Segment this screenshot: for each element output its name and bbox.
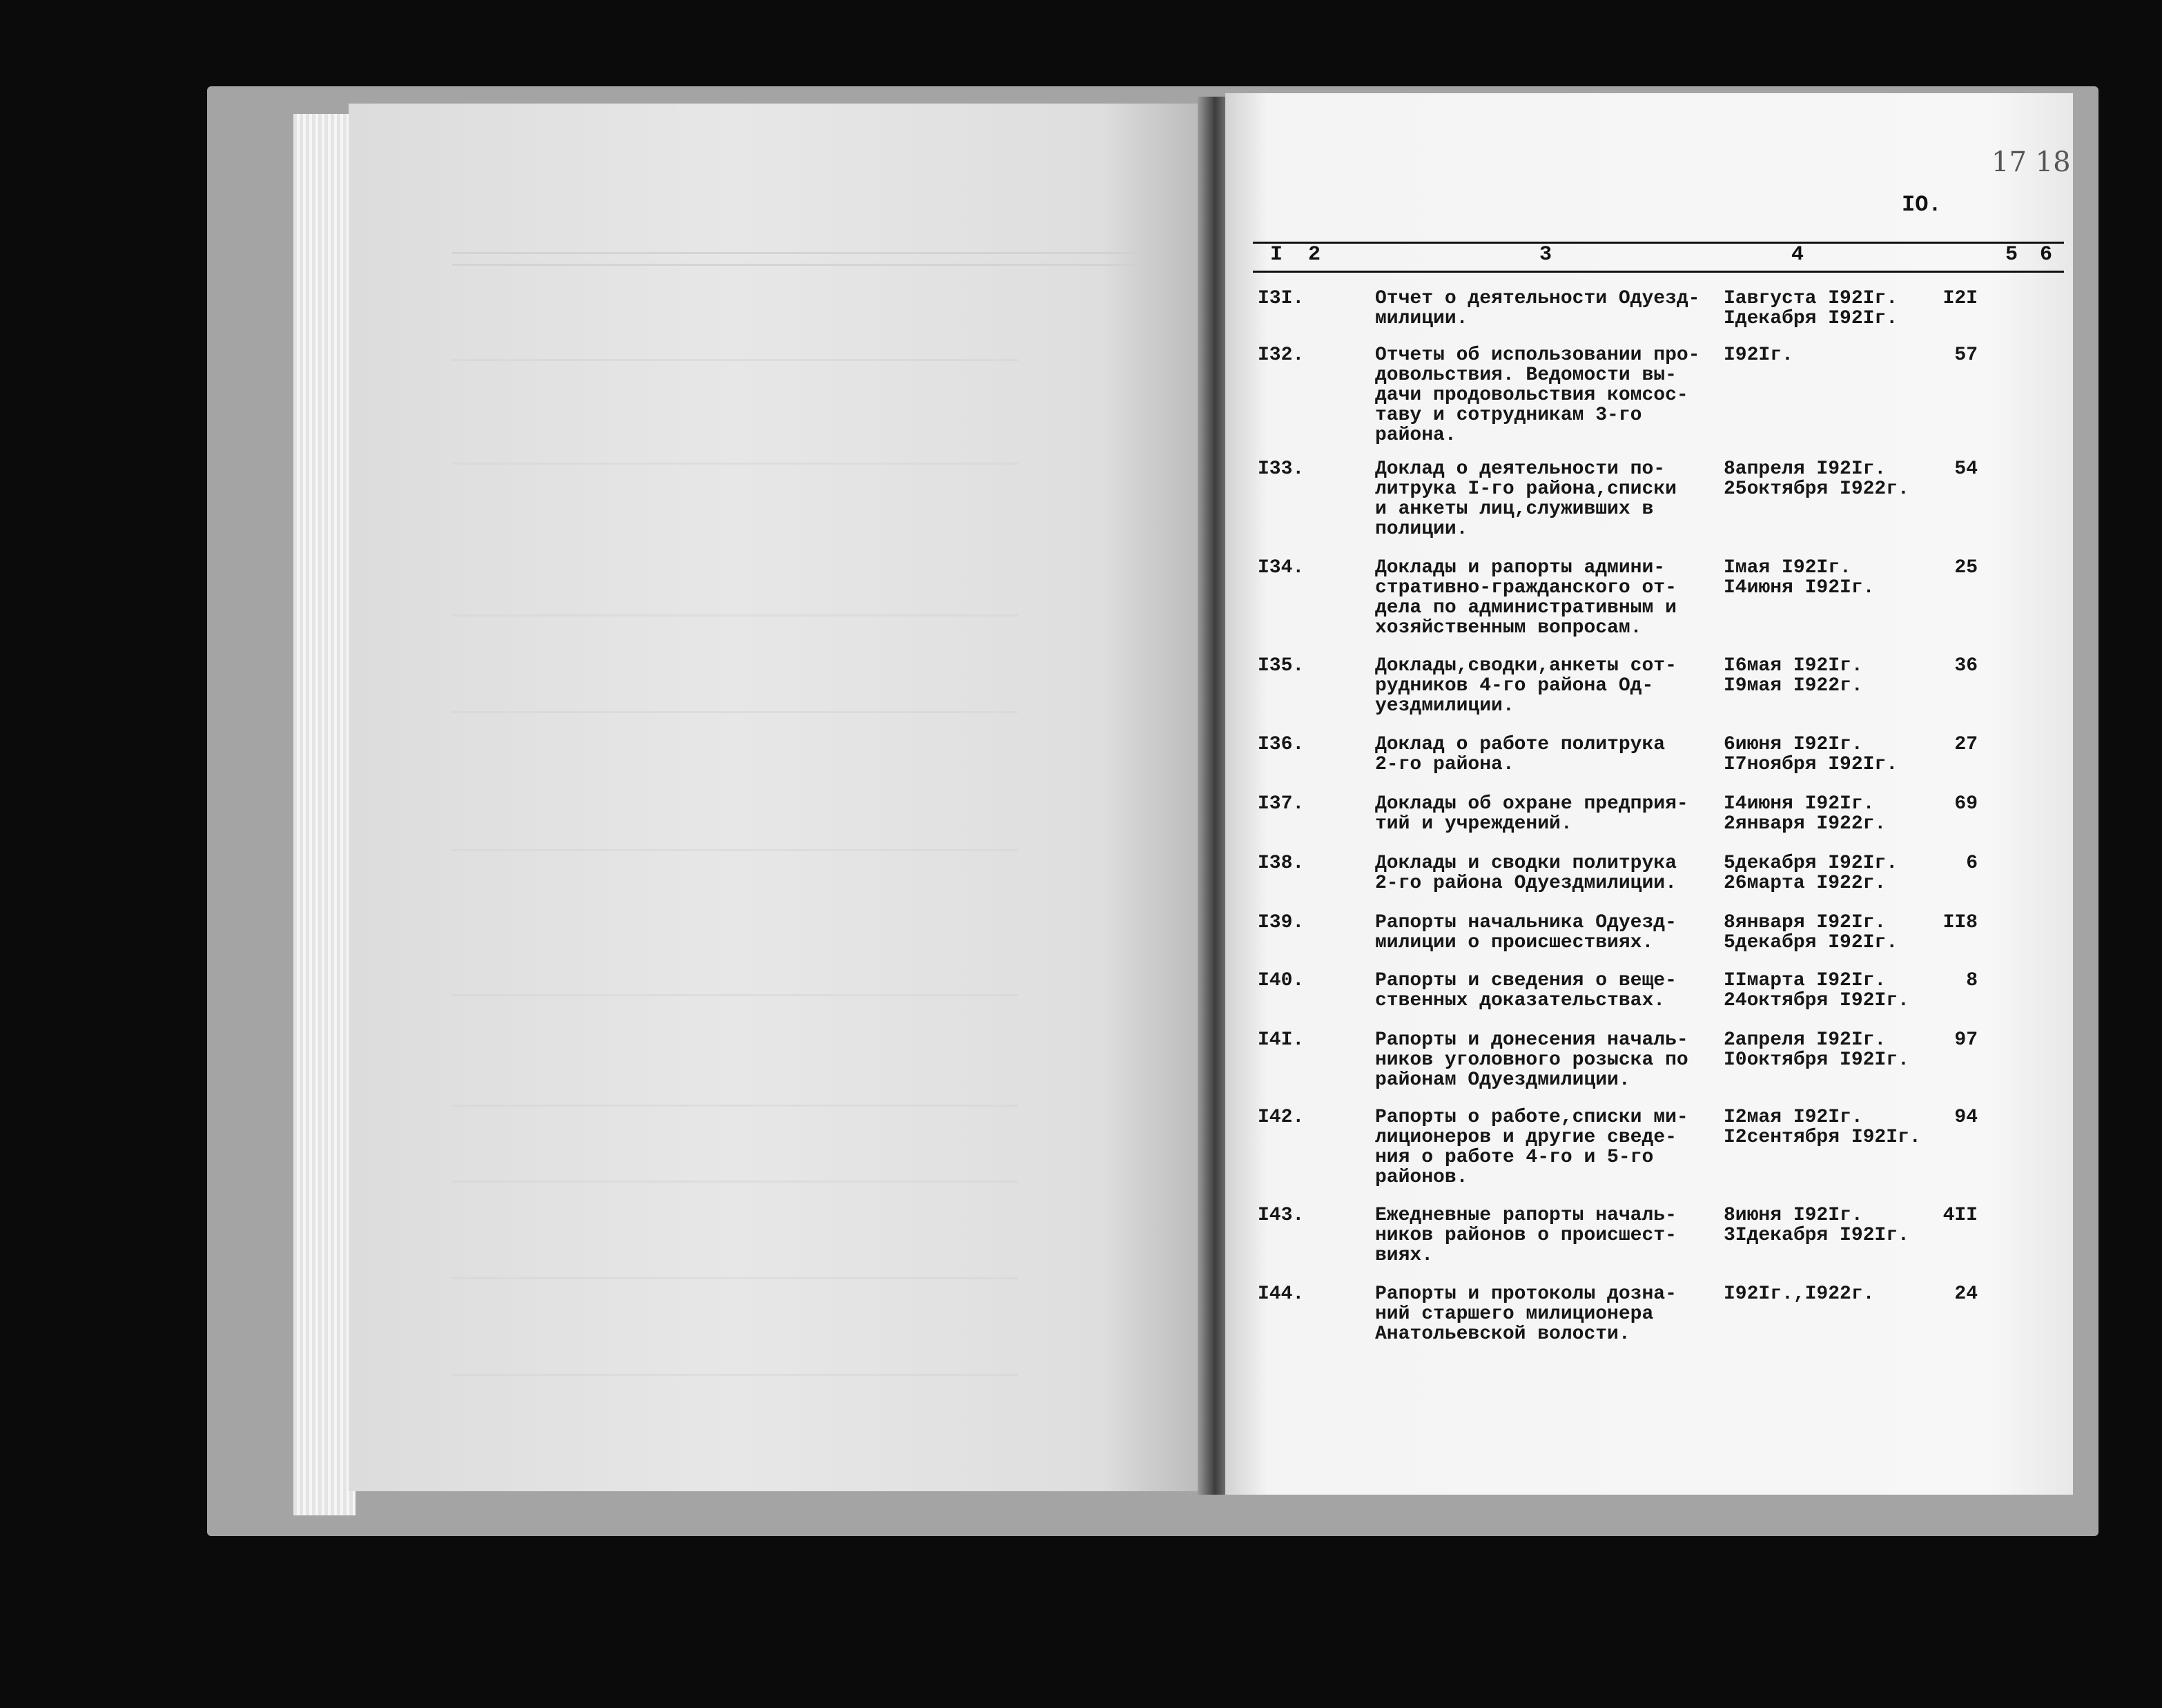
page-edges <box>293 114 356 1515</box>
item-number: I32. <box>1258 344 1305 366</box>
item-sheet-count: 4II <box>1942 1205 1978 1226</box>
show-through-line <box>452 463 1018 465</box>
item-number: I33. <box>1258 458 1305 480</box>
item-title: Доклады и сводки политрука 2-го района Одуездмилиции. <box>1375 853 1677 894</box>
item-number: I4I. <box>1258 1029 1305 1051</box>
column-2-label: 2 <box>1308 243 1321 266</box>
show-through-line <box>452 264 1142 266</box>
item-sheet-count: 36 <box>1954 655 1978 677</box>
column-header <box>1253 243 2064 269</box>
item-number: I37. <box>1258 793 1305 815</box>
item-number: I3I. <box>1258 288 1305 309</box>
item-dates: Iавгуста I92Iг. Iдекабря I92Iг. <box>1724 288 1898 329</box>
item-dates: I92Iг.,I922г. <box>1724 1283 1875 1305</box>
item-number: I34. <box>1258 557 1305 579</box>
item-sheet-count: 25 <box>1954 557 1978 579</box>
item-sheet-count: I2I <box>1942 288 1978 309</box>
pencil-folio: 17 18 <box>1991 146 2071 178</box>
column-3-label: 3 <box>1539 243 1552 266</box>
show-through-line <box>452 1374 1018 1376</box>
item-title: Рапорты начальника Одуезд- милиции о происшествиях. <box>1375 912 1677 953</box>
item-dates: 6июня I92Iг. I7ноября I92Iг. <box>1724 734 1898 775</box>
item-dates: IIмарта I92Iг. 24октября I92Iг. <box>1724 970 1909 1011</box>
item-sheet-count: 54 <box>1954 458 1978 480</box>
show-through-line <box>452 1277 1018 1279</box>
item-title: Доклады и рапорты админи- стративно-гражданского от- дела по административным и хозяйственным вопросам. <box>1375 557 1677 639</box>
show-through-line <box>452 849 1018 851</box>
item-sheet-count: 57 <box>1954 344 1978 366</box>
item-number: I42. <box>1258 1107 1305 1128</box>
item-number: I35. <box>1258 655 1305 677</box>
show-through-line <box>452 1105 1018 1107</box>
item-title: Доклады об охране предприя- тий и учреждений. <box>1375 793 1688 835</box>
item-title: Ежедневные рапорты началь- ников районов о происшест- виях. <box>1375 1205 1677 1266</box>
item-title: Рапорты и сведения о веще- ственных доказательствах. <box>1375 970 1677 1011</box>
item-dates: I6мая I92Iг. I9мая I922г. <box>1724 655 1863 697</box>
item-title: Доклад о работе политрука 2-го района. <box>1375 734 1666 775</box>
item-sheet-count: II8 <box>1942 912 1978 933</box>
show-through-line <box>452 359 1018 361</box>
column-1-label: I <box>1270 243 1283 266</box>
left-page <box>349 104 1205 1491</box>
show-through-line <box>452 1181 1018 1183</box>
item-sheet-count: 97 <box>1954 1029 1978 1051</box>
item-title: Доклад о деятельности по- литрука I-го района,списки и анкеты лиц,служивших в полиции. <box>1375 458 1677 540</box>
item-dates: 8июня I92Iг. 3Iдекабря I92Iг. <box>1724 1205 1909 1246</box>
show-through-line <box>452 994 1018 996</box>
item-sheet-count: 94 <box>1954 1107 1978 1128</box>
item-title: Рапорты и протоколы дозна- ний старшего милиционера Анатольевской волости. <box>1375 1283 1677 1345</box>
item-title: Отчеты об использовании про- довольствия. Ведомости вы- дачи продовольствия комсос- таву и сотрудникам 3-го района. <box>1375 344 1700 446</box>
item-dates: Iмая I92Iг. I4июня I92Iг. <box>1724 557 1875 599</box>
item-title: Отчет о деятельности Одуезд- милиции. <box>1375 288 1700 329</box>
item-sheet-count: 69 <box>1954 793 1978 815</box>
item-dates: 2апреля I92Iг. I0октября I92Iг. <box>1724 1029 1909 1071</box>
item-dates: 5декабря I92Iг. 26марта I922г. <box>1724 853 1898 894</box>
show-through-line <box>452 711 1018 713</box>
item-dates: 8апреля I92Iг. 25октября I922г. <box>1724 458 1909 500</box>
column-6-label: 6 <box>2040 243 2053 266</box>
item-sheet-count: 24 <box>1954 1283 1978 1305</box>
item-sheet-count: 6 <box>1966 853 1978 874</box>
item-sheet-count: 27 <box>1954 734 1978 755</box>
item-dates: I92Iг. <box>1724 344 1793 366</box>
page-number: IO. <box>1902 192 1942 217</box>
item-number: I40. <box>1258 970 1305 991</box>
item-sheet-count: 8 <box>1966 970 1978 991</box>
item-title: Рапорты о работе,списки ми- лиционеров и другие сведе- ния о работе 4-го и 5-го районов. <box>1375 1107 1688 1188</box>
item-dates: I4июня I92Iг. 2января I922г. <box>1724 793 1887 835</box>
item-dates: 8января I92Iг. 5декабря I92Iг. <box>1724 912 1898 953</box>
item-number: I36. <box>1258 734 1305 755</box>
show-through-line <box>452 252 1142 254</box>
column-5-label: 5 <box>2005 243 2018 266</box>
item-dates: I2мая I92Iг. I2сентября I92Iг. <box>1724 1107 1921 1148</box>
column-4-label: 4 <box>1791 243 1804 266</box>
item-number: I39. <box>1258 912 1305 933</box>
item-title: Доклады,сводки,анкеты сот- рудников 4-го района Од- уездмилиции. <box>1375 655 1677 717</box>
item-number: I38. <box>1258 853 1305 874</box>
item-title: Рапорты и донесения началь- ников уголовного розыска по районам Одуездмилиции. <box>1375 1029 1688 1091</box>
item-number: I44. <box>1258 1283 1305 1305</box>
item-number: I43. <box>1258 1205 1305 1226</box>
header-bottom-rule <box>1253 271 2064 273</box>
show-through-line <box>452 614 1018 617</box>
